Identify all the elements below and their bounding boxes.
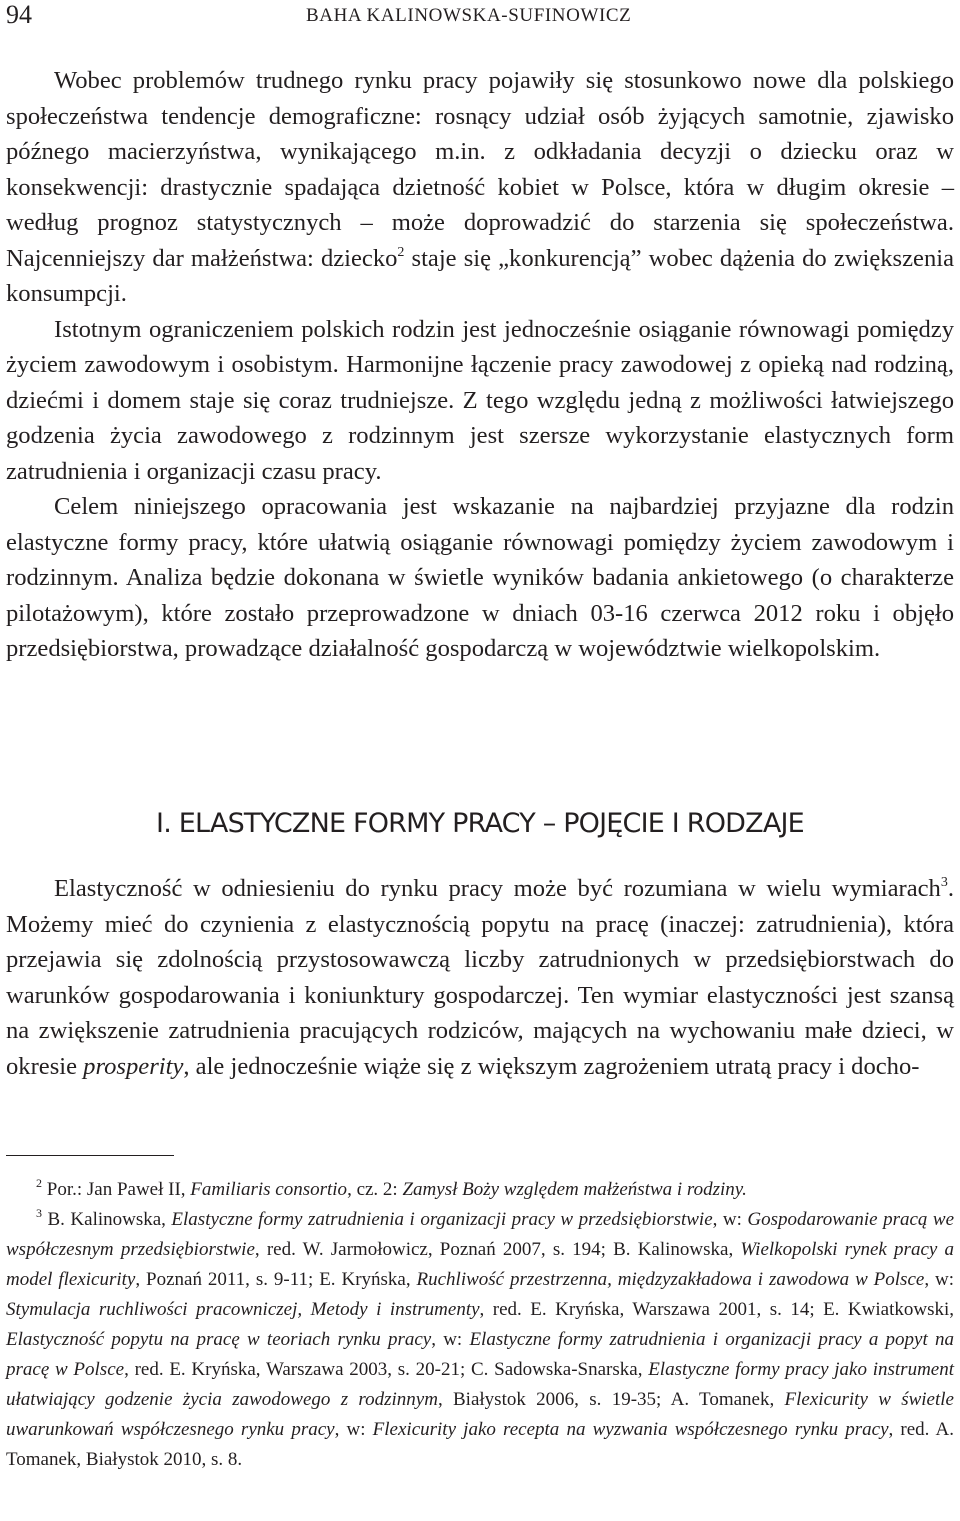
footnote-2-number: 2 (36, 1176, 42, 1190)
footnote-3-title-8: Elastyczne formy pracy jako instrument ułatwiający godzenie życia zawodowego z rodzinnym (6, 1359, 955, 1410)
footnote-3-title-5: Stymulacja ruchliwości pracowniczej, Metody i instrumenty (6, 1299, 480, 1320)
section-body (6, 871, 954, 1084)
footnote-3-text-d: , Poznań 2011, s. 9-11; E. Kryńska, (135, 1269, 417, 1290)
footnote-3-text-b: , w: (712, 1209, 748, 1230)
footnote-3-text-a: B. Kalinowska, (42, 1209, 172, 1230)
footnote-3-text-e: , w: (924, 1269, 954, 1290)
section-heading: I. ELASTYCZNE FORMY PRACY – POJĘCIE I RODZAJE (156, 808, 804, 839)
footnote-3-title-10: Flexicurity jako recepta na wyzwania współczesnego rynku pracy (372, 1419, 889, 1440)
footnote-3 (6, 1205, 954, 1475)
footnote-2 (6, 1175, 954, 1205)
section-paragraph-text-a: Elastyczność w odniesieniu do rynku pracy może być rozumiana w wielu wymiarach (54, 875, 941, 902)
section-paragraph-text-b: . Możemy mieć do czynienia z elastycznością popytu na pracę (inaczej: zatrudnienia), która przejawia się zdolnością przystosowawczą liczby zatrudnionych w przedsiębiorstwach do warunków gospodarowania i koniunktury gospodarczej. Ten wymiar elastyczności jest szansą na zwiększenie zatrudnienia pracujących rodziców, mających na wychowaniu małe dzieci, w okresie (6, 875, 954, 1080)
footnote-3-text-f: , red. E. Kryńska, Warszawa 2001, s. 14; E. Kwiatkowski, (479, 1299, 954, 1320)
running-title: BAHA KALINOWSKA-SUFINOWICZ (306, 5, 632, 26)
paragraph-1-text-a: Wobec problemów trudnego rynku pracy pojawiły się stosunkowo nowe dla polskiego społeczeństwa tendencje demograficzne: rosnący udział osób żyjących samotnie, zjawisko późnego macierzyństwa, wynikającego m.in. z odkładania decyzji o dziecku oraz w konsekwencji: drastycznie spadająca dzietność kobiet w Polsce, która w długim okresie – według prognoz statystycznych – może doprowadzić do starzenia się społeczeństwa. Najcenniejszy dar małżeństwa: dziecko (6, 67, 954, 272)
footnote-3-title-3: Wielkopolski rynek pracy a model flexicurity (6, 1239, 954, 1290)
paragraph-1-text-b: staje się „konkurencją” wobec dążenia do zwiększenia konsumpcji. (6, 244, 954, 307)
section-paragraph-italic: prosperity (83, 1052, 184, 1080)
footnote-2-title-2: Zamysł Boży względem małżeństwa i rodziny. (402, 1179, 747, 1200)
section-paragraph (6, 871, 954, 1084)
intro-body (6, 63, 954, 667)
footnote-3-text-k: , w: (334, 1419, 373, 1440)
paragraph-1 (6, 63, 954, 312)
footnote-3-title-4: Ruchliwość przestrzenna, międzyzakładowa i zawodowa w Polsce (416, 1269, 925, 1290)
footnote-3-text-j: , Białystok 2006, s. 19-35; A. Tomanek, (437, 1389, 785, 1410)
footnote-divider (6, 1155, 174, 1156)
footnotes (6, 1175, 954, 1475)
footnote-ref-3: 3 (940, 875, 948, 890)
section-paragraph-text-c: , ale jednocześnie wiąże się z większym zagrożeniem utratą pracy i docho- (183, 1052, 920, 1080)
footnote-3-text-g: , w: (431, 1329, 470, 1350)
footnote-3-title-6: Elastyczność popytu na pracę w teoriach rynku pracy (6, 1329, 432, 1350)
footnote-3-title-9: Flexicurity w świetle uwarunkowań współczesnego rynku pracy (6, 1389, 954, 1440)
footnote-2-text-a: Por.: Jan Paweł II, (42, 1179, 191, 1200)
footnote-3-title-1: Elastyczne formy zatrudnienia i organizacji pracy w przedsiębiorstwie (171, 1209, 713, 1230)
footnote-ref-2: 2 (397, 244, 405, 260)
footnote-3-number: 3 (36, 1206, 42, 1220)
page-number: 94 (6, 0, 32, 29)
running-head (0, 0, 960, 30)
footnote-3-text-l: , red. A. Tomanek, Białystok 2010, s. 8. (6, 1419, 954, 1470)
footnote-3-text-c: , red. W. Jarmołowicz, Poznań 2007, s. 194; B. Kalinowska, (254, 1239, 741, 1260)
paragraph-2: Istotnym ograniczeniem polskich rodzin jest jednocześnie osiąganie równowagi pomiędzy życiem zawodowym i osobistym. Harmonijne łączenie pracy zawodowej z opieką nad rodziną, dziećmi i domem staje się coraz trudniejsze. Z tego względu jedną z możliwości łatwiejszego godzenia życia zawodowego z rodzinnym jest szersze wykorzystanie elastycznych form zatrudnienia i organizacji czasu pracy. (6, 315, 954, 485)
footnote-2-text-b: , cz. 2: (347, 1179, 403, 1200)
footnote-2-title-1: Familiaris consortio (190, 1179, 348, 1200)
paragraph-3: Celem niniejszego opracowania jest wskazanie na najbardziej przyjazne dla rodzin elastyczne formy pracy, które ułatwią osiąganie równowagi pomiędzy życiem zawodowym i rodzinnym. Analiza będzie dokonana w świetle wyników badania ankietowego (o charakterze pilotażowym), które zostało przeprowadzone w dniach 03-16 czerwca 2012 roku i objęło przedsiębiorstwa, prowadzące działalność gospodarczą w województwie wielkopolskim. (6, 493, 954, 662)
footnote-3-title-7: Elastyczne formy zatrudnienia i organizacji pracy a popyt na pracę w Polsce (6, 1329, 954, 1380)
footnote-3-text-h: , red. E. Kryńska, Warszawa 2003, s. 20-21; C. Sadowska-Snarska, (124, 1359, 649, 1380)
footnote-3-title-2: Gospodarowanie pracą we współczesnym przedsiębiorstwie (6, 1209, 955, 1260)
